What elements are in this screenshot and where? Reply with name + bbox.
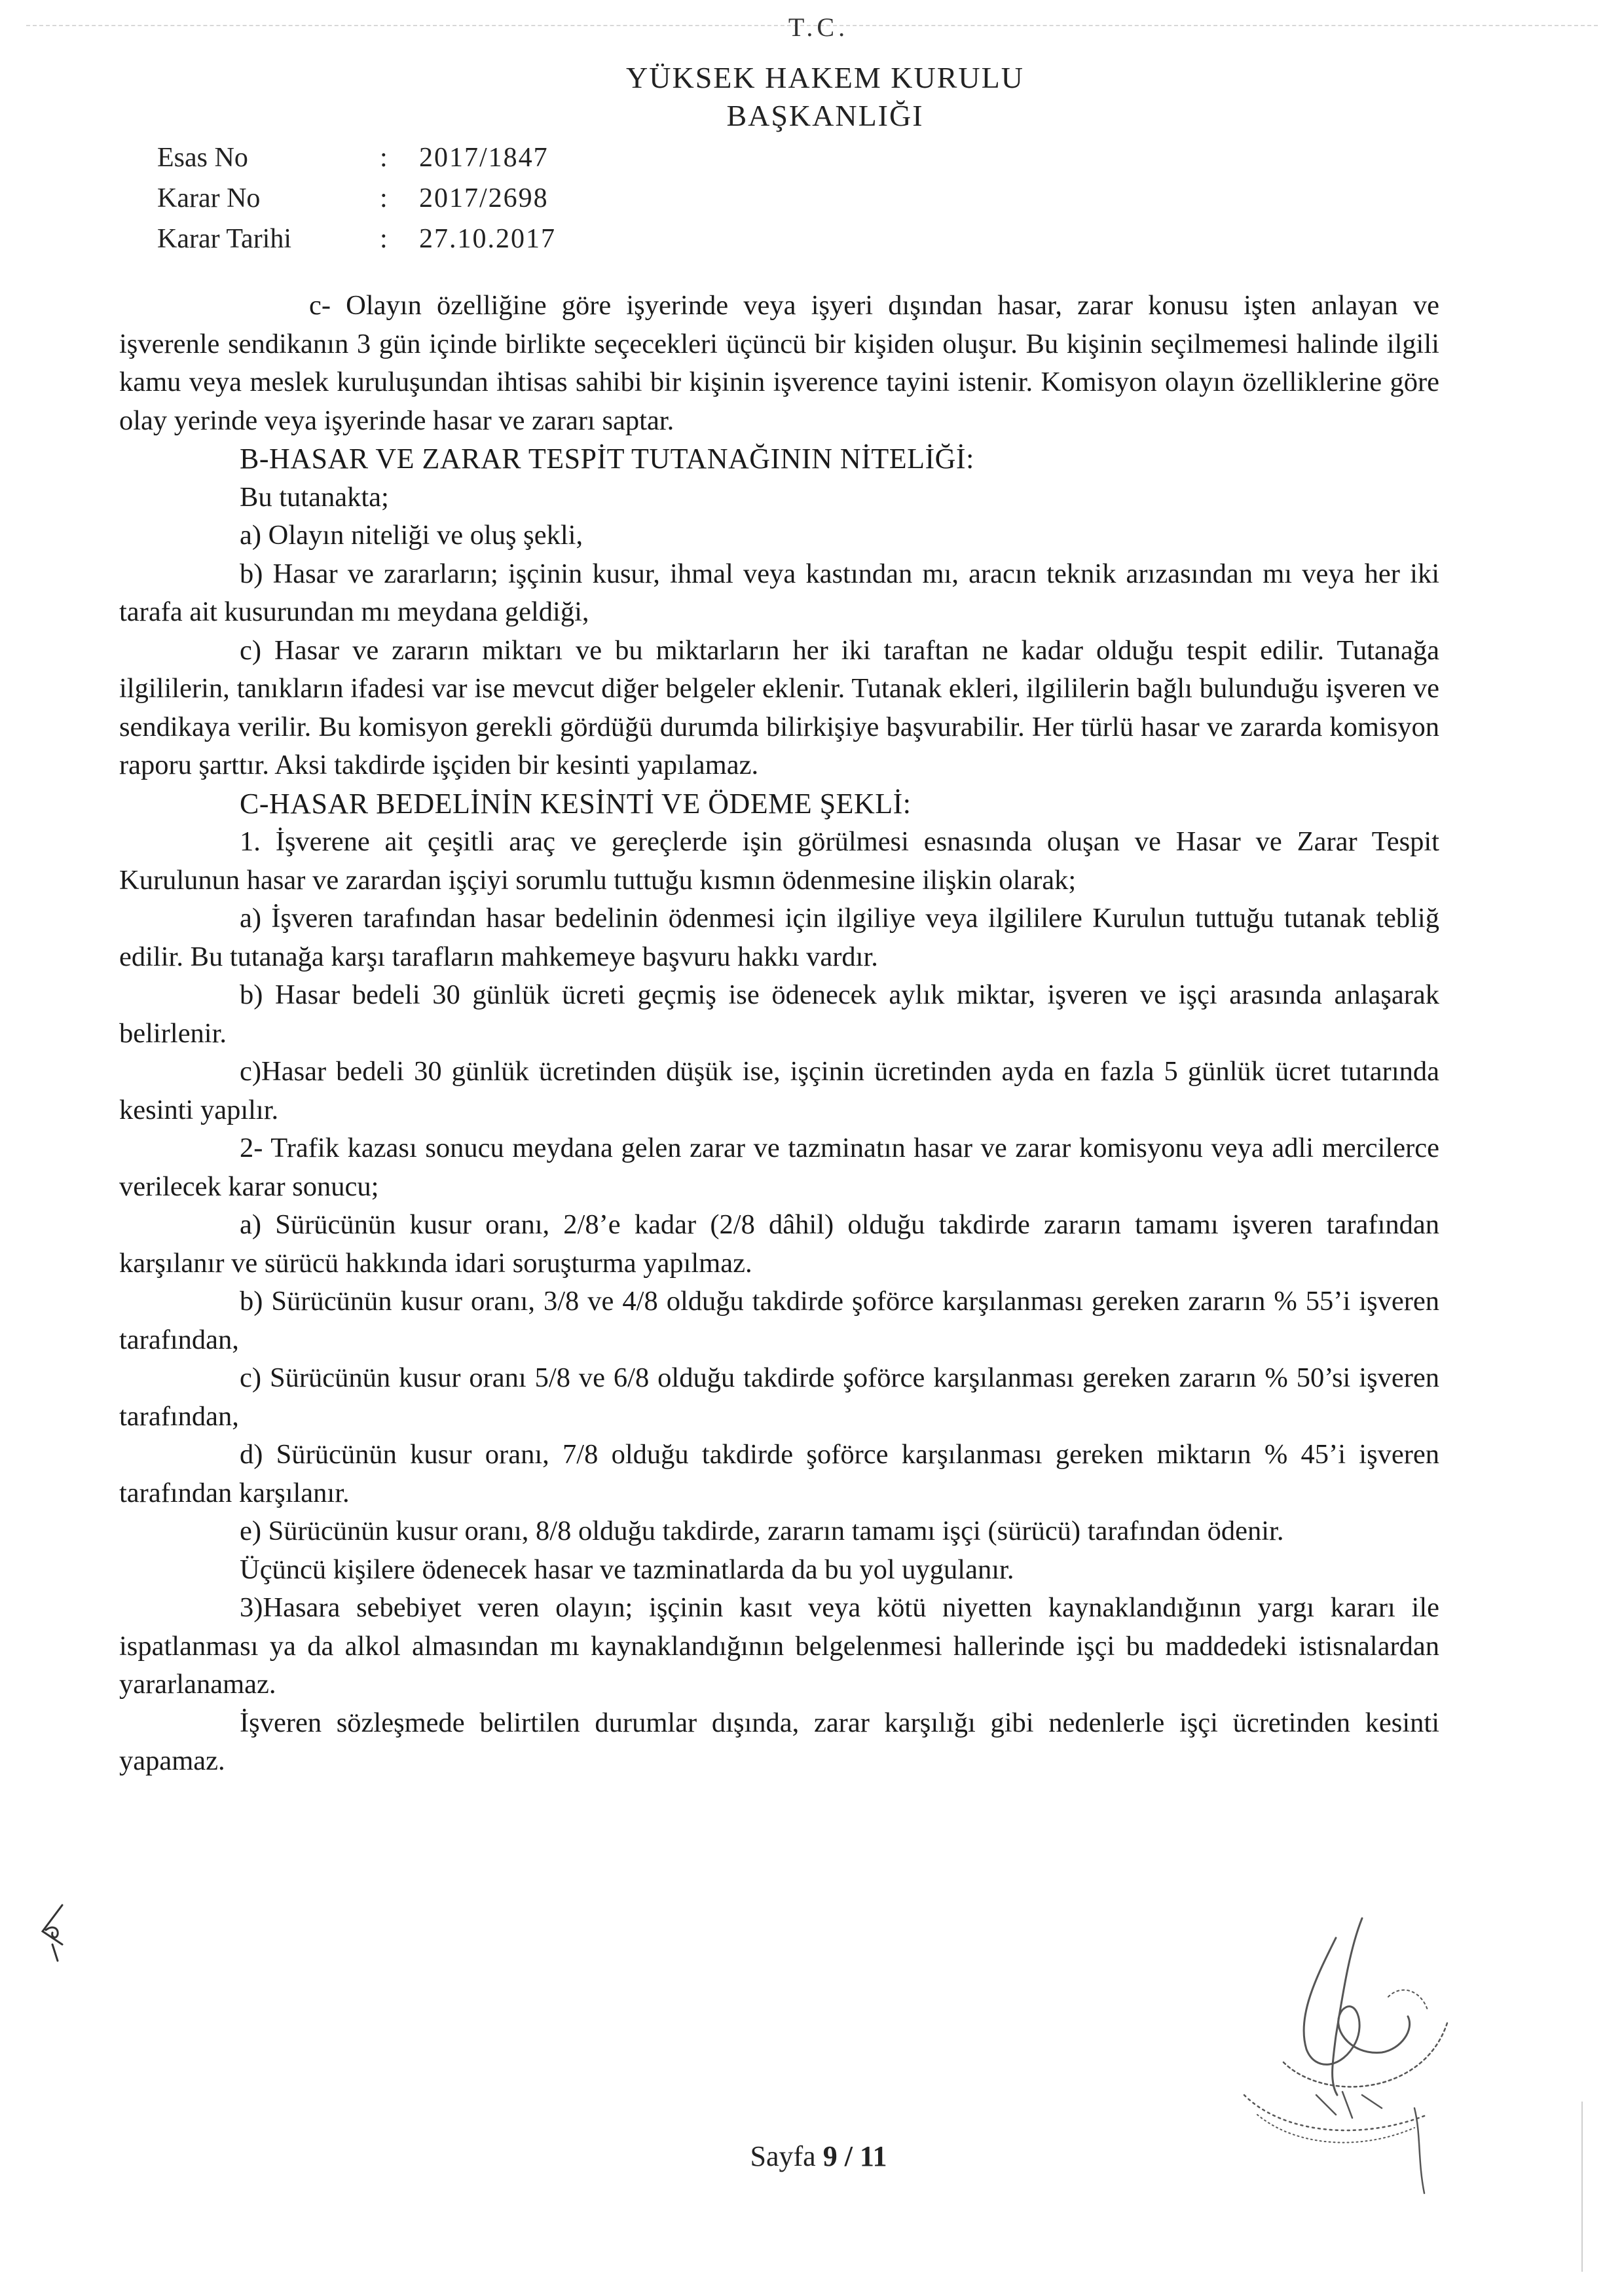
case-info-colon: : bbox=[380, 183, 388, 213]
paragraph: c- Olayın özelliğine göre işyerinde veya işyeri dışından hasar, zarar konusu işten anlayan ve işverenle sendikanın 3 gün içinde birlikte seçecekleri üçüncü bir kişiden oluşur. Bu kişinin seçilmemesi halinde ilgili kamu veya meslek kuruluşundan ihtisas sahibi bir kişinin işverence tayini istenir. Komisyon olayın özelliklerine göre olay yerinde veya işyerinde hasar ve zararı saptar. bbox=[119, 290, 1439, 436]
paragraph: c) Hasar ve zararın miktarı ve bu miktarların her iki taraftan ne kadar olduğu tespit edilir. Tutanağa ilgililerin, tanıkların ifadesi var ise mevcut diğer belgeler eklenir. Tutanak ekleri, ilgililerin bağlı bulunduğu işveren ve sendikaya verilir. Bu komisyon gerekli gördüğü durumda bilirkişiye başvurabilir. Her türlü hasar ve zararda komisyon raporu şarttır. Aksi takdirde işçiden bir kesinti yapılamaz. bbox=[119, 634, 1439, 780]
paragraph: Bu tutanakta; bbox=[240, 481, 389, 513]
case-info bbox=[157, 137, 556, 259]
scan-right-edge bbox=[1581, 2102, 1583, 2272]
paragraph: 2- Trafik kazası sonucu meydana gelen zarar ve tazminatın hasar ve zarar komisyonu veya adli mercilerce verilecek karar sonucu; bbox=[119, 1133, 1439, 1202]
section-heading: B-HASAR VE ZARAR TESPİT TUTANAĞININ NİTELİĞİ: bbox=[240, 443, 974, 475]
institution-name: YÜKSEK HAKEM KURULU bbox=[626, 61, 1024, 94]
case-info-label: Karar Tarihi bbox=[157, 224, 292, 254]
paragraph: d) Sürücünün kusur oranı, 7/8 olduğu takdirde şoförce karşılanması gereken miktarın % 45’i işveren tarafından karşılanır. bbox=[119, 1439, 1439, 1508]
case-info-row bbox=[157, 219, 556, 259]
paragraph: İşveren sözleşmede belirtilen durumlar dışında, zarar karşılığı gibi nedenlerle işçi ücretinden kesinti yapamaz. bbox=[119, 1707, 1439, 1776]
page-current: 9 bbox=[822, 2140, 838, 2172]
paragraph: Üçüncü kişilere ödenecek hasar ve tazminatlarda da bu yol uygulanır. bbox=[240, 1554, 1014, 1585]
paragraph: 3)Hasara sebebiyet veren olayın; işçinin kasıt veya kötü niyetten kaynaklandığının yargı kararı ile ispatlanması ya da alkol almasından mı kaynaklandığının belgelenmesi hallerinde işçi bu maddedeki istisnalardan yararlanamaz. bbox=[119, 1592, 1439, 1700]
case-info-colon: : bbox=[380, 224, 388, 254]
header-tc: T.C. bbox=[788, 12, 849, 42]
paragraph: a) Sürücünün kusur oranı, 2/8’e kadar (2/8 dâhil) olduğu takdirde zararın tamamı işveren tarafından karşılanır ve sürücü hakkında idari soruşturma yapılmaz. bbox=[119, 1209, 1439, 1279]
page-separator: / bbox=[844, 2140, 853, 2172]
page-total: 11 bbox=[859, 2140, 887, 2172]
case-info-row bbox=[157, 137, 556, 178]
document-body bbox=[119, 287, 1439, 1781]
case-info-label: Esas No bbox=[157, 143, 248, 173]
paragraph: c)Hasar bedeli 30 günlük ücretinden düşük ise, işçinin ücretinden ayda en fazla 5 günlük ücret tutarında kesinti yapılır. bbox=[119, 1056, 1439, 1125]
paragraph: c) Sürücünün kusur oranı 5/8 ve 6/8 olduğu takdirde şoförce karşılanması gereken zararın % 50’si işveren tarafından, bbox=[119, 1362, 1439, 1432]
paragraph: 1. İşverene ait çeşitli araç ve gereçlerde işin görülmesi esnasında oluşan ve Hasar ve Zarar Tespit Kurulunun hasar ve zarardan işçiyi sorumlu tuttuğu kısmın ödenmesine ilişkin olarak; bbox=[119, 826, 1439, 896]
signature-stamp-icon bbox=[1166, 1899, 1493, 2213]
department-name: BAŞKANLIĞI bbox=[726, 99, 924, 132]
paragraph: a) Olayın niteliği ve oluş şekli, bbox=[240, 520, 583, 551]
document-header bbox=[537, 59, 1113, 135]
case-info-value: 2017/1847 bbox=[419, 143, 549, 173]
page-footer bbox=[720, 2140, 917, 2173]
paragraph: b) Sürücünün kusur oranı, 3/8 ve 4/8 olduğu takdirde şoförce karşılanması gereken zararın % 55’i işveren tarafından, bbox=[119, 1286, 1439, 1355]
case-info-value: 27.10.2017 bbox=[419, 224, 556, 254]
paragraph: b) Hasar ve zararların; işçinin kusur, ihmal veya kastından mı, aracın teknik arızasından mı veya her iki tarafa ait kusurundan mı meydana geldiği, bbox=[119, 558, 1439, 627]
case-info-colon: : bbox=[380, 143, 388, 173]
margin-initial-mark-icon bbox=[33, 1899, 72, 1971]
case-info-label: Karar No bbox=[157, 183, 261, 213]
case-info-row bbox=[157, 178, 556, 219]
paragraph: a) İşveren tarafından hasar bedelinin ödenmesi için ilgiliye veya ilgililere Kurulun tuttuğu tutanak tebliğ edilir. Bu tutanağa karşı tarafların mahkemeye başvuru hakkı vardır. bbox=[119, 903, 1439, 972]
paragraph: e) Sürücünün kusur oranı, 8/8 olduğu takdirde, zararın tamamı işçi (sürücü) tarafından ödenir. bbox=[240, 1516, 1284, 1546]
case-info-value: 2017/2698 bbox=[419, 183, 549, 213]
page-label: Sayfa bbox=[750, 2140, 816, 2172]
section-heading: C-HASAR BEDELİNİN KESİNTİ VE ÖDEME ŞEKLİ: bbox=[240, 787, 912, 820]
paragraph: b) Hasar bedeli 30 günlük ücreti geçmiş ise ödenecek aylık miktar, işveren ve işçi arasında anlaşarak belirlenir. bbox=[119, 979, 1439, 1049]
